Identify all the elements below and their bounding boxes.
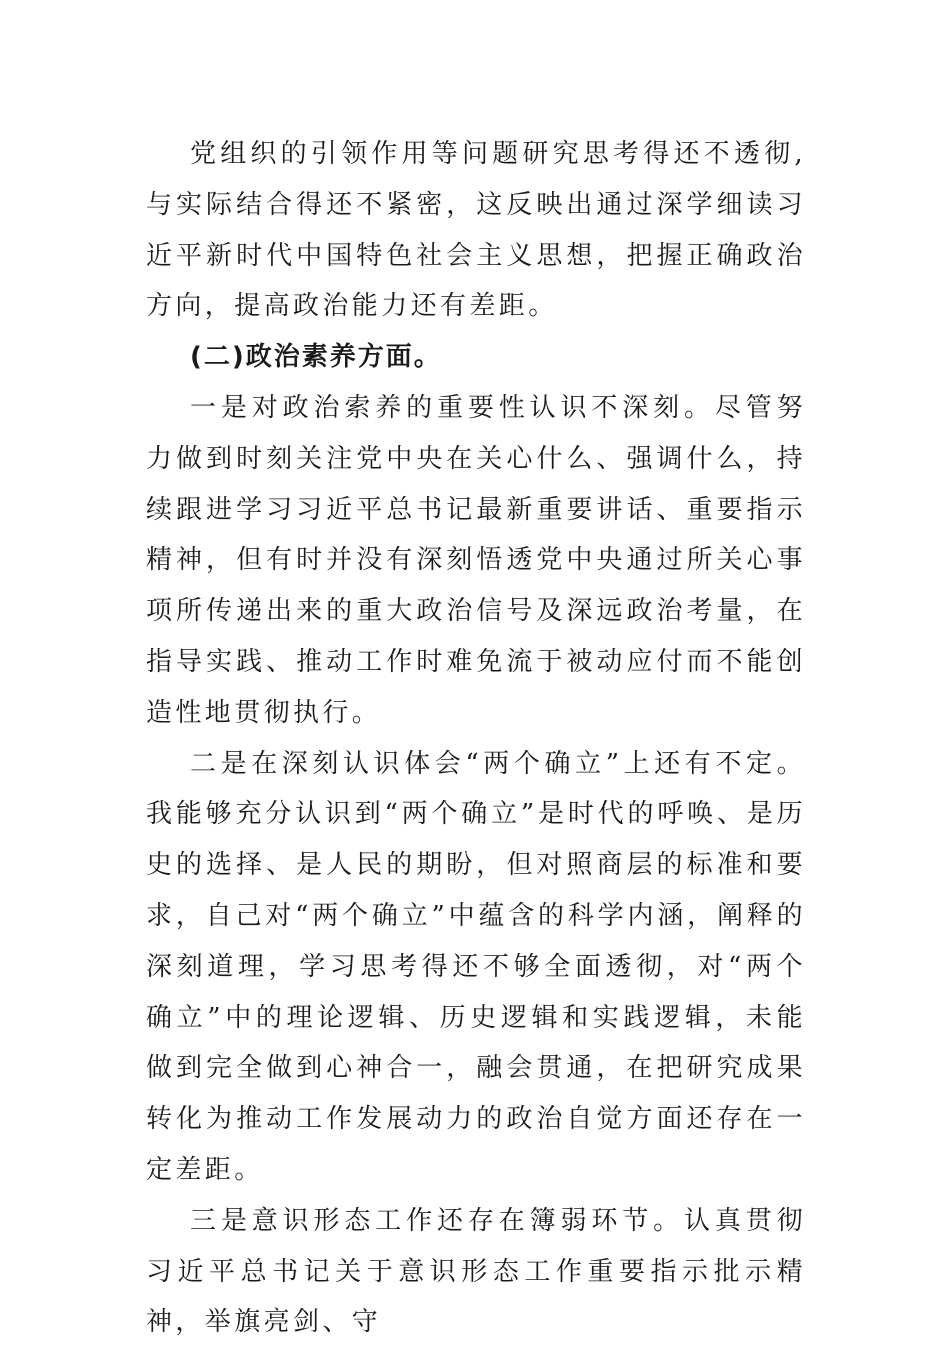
document-page: [146, 129, 806, 1348]
paragraph-second-point: 二是在深刻认识体会“两个确立”上还有不定。我能够充分认识到“两个确立”是时代的呼唤、是历史的选择、是人民的期盼，但对照商层的标准和要求，自己对“两个确立”中蕴含的科学内涵，阐释的深刻道理，学习思考得还不够全面透彻，对“两个确立”中的理论逻辑、历史逻辑和实践逻辑，未能做到完全做到心神合一，融会贯通，在把研究成果转化为推动工作发展动力的政治自觉方面还存在一定差距。: [146, 748, 806, 1185]
section-heading-political-literacy: (二)政治素养方面。: [190, 342, 442, 373]
paragraph-first-point: 一是对政治索养的重要性认识不深刻。尽管努力做到时刻关注党中央在关心什么、强调什么，持续跟进学习习近平总书记最新重要讲话、重要指示精神，但有时并没有深刻悟透党中央通过所关心事项所传递出来的重大政治信号及深远政治考量，在指导实践、推动工作时难免流于被动应付而不能创造性地贯彻执行。: [146, 392, 806, 728]
paragraph-third-point: 三是意识形态工作还存在簿弱环节。认真贯彻习近平总书记关于意识形态工作重要指示批示精神，举旗亮剑、守: [146, 1205, 806, 1338]
paragraph-continuation: 党组织的引领作用等问题研究思考得还不透彻,与实际结合得还不紧密，这反映出通过深学细读习近平新时代中国特色社会主义思想，把握正确政治方向，提高政治能力还有差距。: [146, 139, 806, 322]
